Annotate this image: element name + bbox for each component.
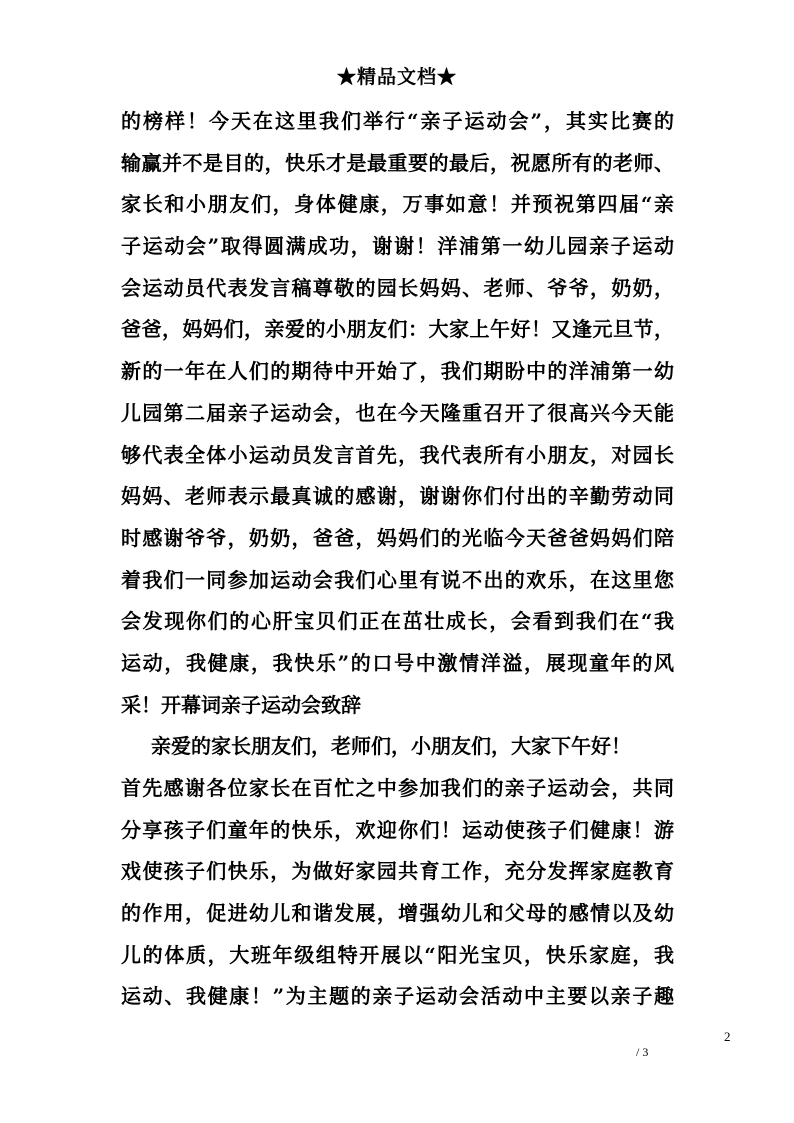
- text-line: 子运动会”取得圆满成功，谢谢！洋浦第一幼儿园亲子运动: [121, 234, 674, 259]
- text-line: 新的一年在人们的期待中开始了，我们期盼中的洋浦第一幼: [121, 359, 674, 384]
- page-total: / 3: [636, 1045, 649, 1059]
- text-line: 的榜样！今天在这里我们举行“亲子运动会”，其实比赛的: [121, 109, 674, 133]
- text-line: 时感谢爷爷，奶奶，爸爸，妈妈们的光临今天爸爸妈妈们陪: [121, 525, 674, 550]
- text-line: 分享孩子们童年的快乐，欢迎你们！运动使孩子们健康！游: [121, 817, 674, 842]
- text-line: 家长和小朋友们，身体健康，万事如意！并预祝第四届“亲: [121, 192, 674, 217]
- document-body: [121, 101, 674, 1018]
- text-line: 输赢并不是目的，快乐才是最重要的最后，祝愿所有的老师、: [121, 150, 674, 175]
- text-line: 爸爸，妈妈们，亲爱的小朋友们：大家上午好！又逢元旦节，: [121, 317, 674, 342]
- paragraph-first-line: 亲爱的家长朋友们，老师们，小朋友们，大家下午好！: [151, 734, 631, 759]
- text-line: 妈妈、老师表示最真诚的感谢，谢谢你们付出的辛勤劳动同: [121, 484, 674, 509]
- text-line: 的作用，促进幼儿和谐发展，增强幼儿和父母的感情以及幼: [121, 901, 674, 926]
- document-header-title: ★精品文档★: [336, 66, 457, 88]
- text-line: 运动、我健康！”为主题的亲子运动会活动中主要以亲子趣: [121, 984, 674, 1009]
- text-line: 够代表全体小运动员发言首先，我代表所有小朋友，对园长: [121, 442, 674, 467]
- text-line: 儿园第二届亲子运动会，也在今天隆重召开了很高兴今天能: [121, 400, 674, 425]
- text-line: 采！开幕词亲子运动会致辞: [121, 692, 361, 717]
- text-line: 儿的体质，大班年级组特开展以“阳光宝贝，快乐家庭，我: [121, 942, 674, 967]
- text-line: 运动，我健康，我快乐”的口号中激情洋溢，展现童年的风: [121, 650, 674, 675]
- text-line: 首先感谢各位家长在百忙之中参加我们的亲子运动会，共同: [121, 776, 674, 800]
- text-line: 戏使孩子们快乐，为做好家园共育工作，充分发挥家庭教育: [121, 859, 674, 884]
- text-line: 会发现你们的心肝宝贝们正在茁壮成长，会看到我们在“我: [121, 609, 674, 634]
- text-line: 着我们一同参加运动会我们心里有说不出的欢乐，在这里您: [121, 567, 674, 592]
- text-line: 会运动员代表发言稿尊敬的园长妈妈、老师、爷爷，奶奶，: [121, 275, 674, 300]
- page-number: 2: [724, 1029, 731, 1044]
